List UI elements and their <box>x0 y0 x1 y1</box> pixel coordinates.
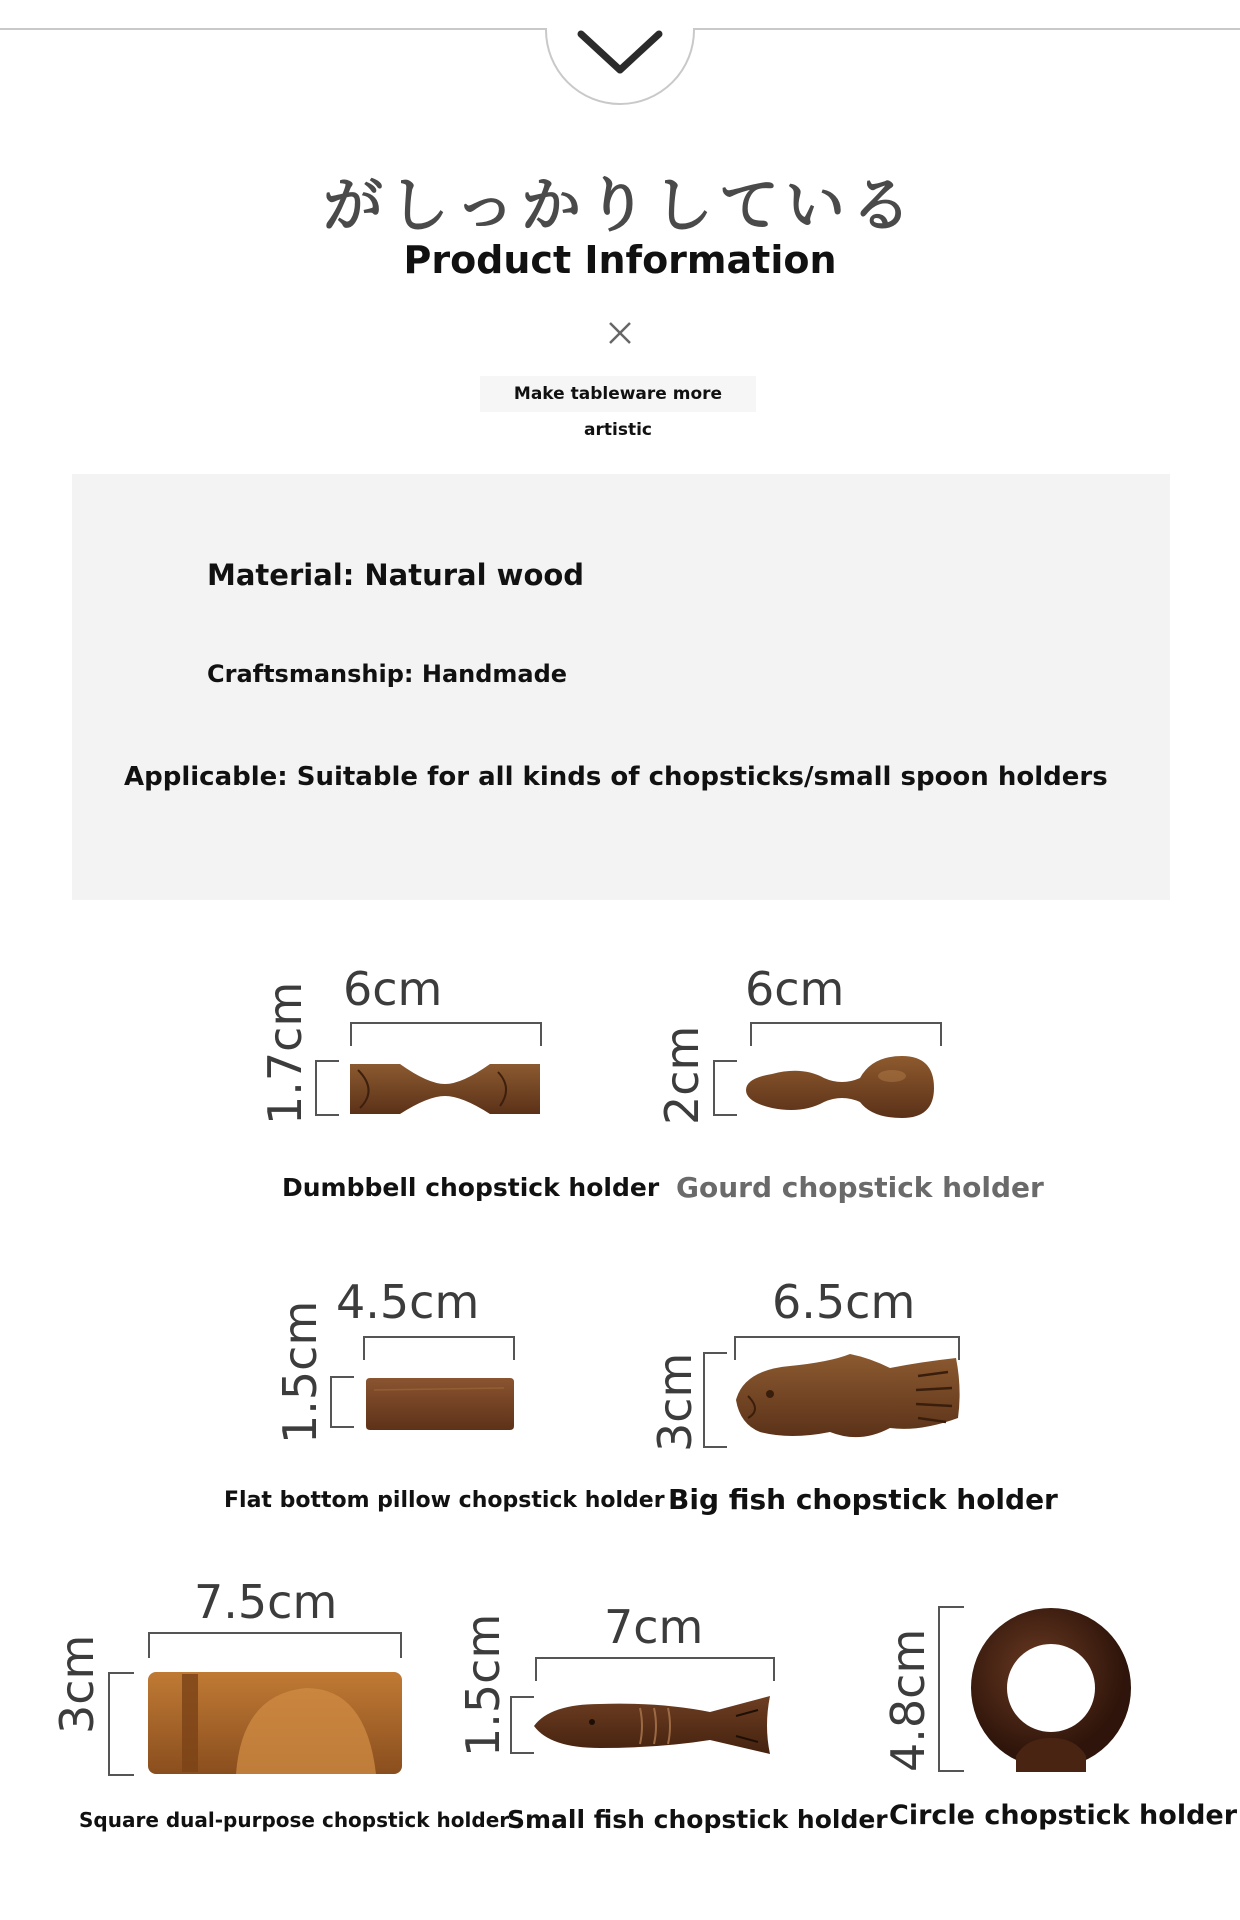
product-name: Circle chopstick holder <box>889 1800 1238 1831</box>
craftsmanship-text: Craftsmanship: Handmade <box>207 660 568 688</box>
tagline: Make tableware more artistic <box>480 376 756 412</box>
height-bracket <box>713 1060 737 1116</box>
width-label: 6cm <box>745 962 845 1016</box>
width-label: 4.5cm <box>336 1275 480 1329</box>
height-label: 3cm <box>648 1352 702 1452</box>
height-bracket <box>703 1352 727 1448</box>
width-label: 7.5cm <box>194 1575 338 1629</box>
width-bracket <box>350 1022 542 1046</box>
height-label: 3cm <box>50 1634 104 1734</box>
width-label: 6cm <box>343 962 443 1016</box>
big-fish-holder-image <box>730 1348 962 1452</box>
width-bracket <box>363 1336 515 1360</box>
height-bracket <box>330 1376 354 1428</box>
width-bracket <box>750 1022 942 1046</box>
page-title: Product Information <box>403 238 837 282</box>
height-label: 1.5cm <box>273 1300 327 1444</box>
circle-holder-image <box>966 1604 1136 1776</box>
gourd-holder-image <box>742 1052 938 1122</box>
height-label: 2cm <box>655 1025 709 1125</box>
width-label: 6.5cm <box>772 1275 916 1329</box>
height-label: 1.5cm <box>456 1613 510 1757</box>
height-bracket <box>108 1672 134 1776</box>
japanese-title: がしっかりしている <box>323 171 917 241</box>
square-holder-image <box>146 1670 404 1776</box>
applicable-text: Applicable: Suitable for all kinds of chopsticks/small spoon holders <box>124 762 1108 792</box>
product-name: Big fish chopstick holder <box>668 1483 1058 1516</box>
small-fish-holder-image <box>530 1690 780 1760</box>
height-bracket <box>938 1606 964 1772</box>
times-icon <box>605 318 635 348</box>
product-name: Square dual-purpose chopstick holder <box>79 1808 510 1832</box>
dumbbell-holder-image <box>348 1060 542 1118</box>
height-label: 4.8cm <box>881 1628 935 1772</box>
product-name: Flat bottom pillow chopstick holder <box>224 1488 665 1513</box>
width-bracket <box>148 1632 402 1658</box>
material-text: Material: Natural wood <box>207 558 585 592</box>
width-bracket <box>535 1657 775 1681</box>
product-name: Small fish chopstick holder <box>507 1805 888 1834</box>
product-name: Dumbbell chopstick holder <box>282 1173 660 1202</box>
pillow-holder-image <box>364 1376 516 1432</box>
height-bracket <box>315 1060 339 1116</box>
height-label: 1.7cm <box>258 981 312 1125</box>
width-label: 7cm <box>604 1600 704 1654</box>
chevron-down-icon <box>575 22 665 82</box>
product-name: Gourd chopstick holder <box>676 1171 1044 1204</box>
